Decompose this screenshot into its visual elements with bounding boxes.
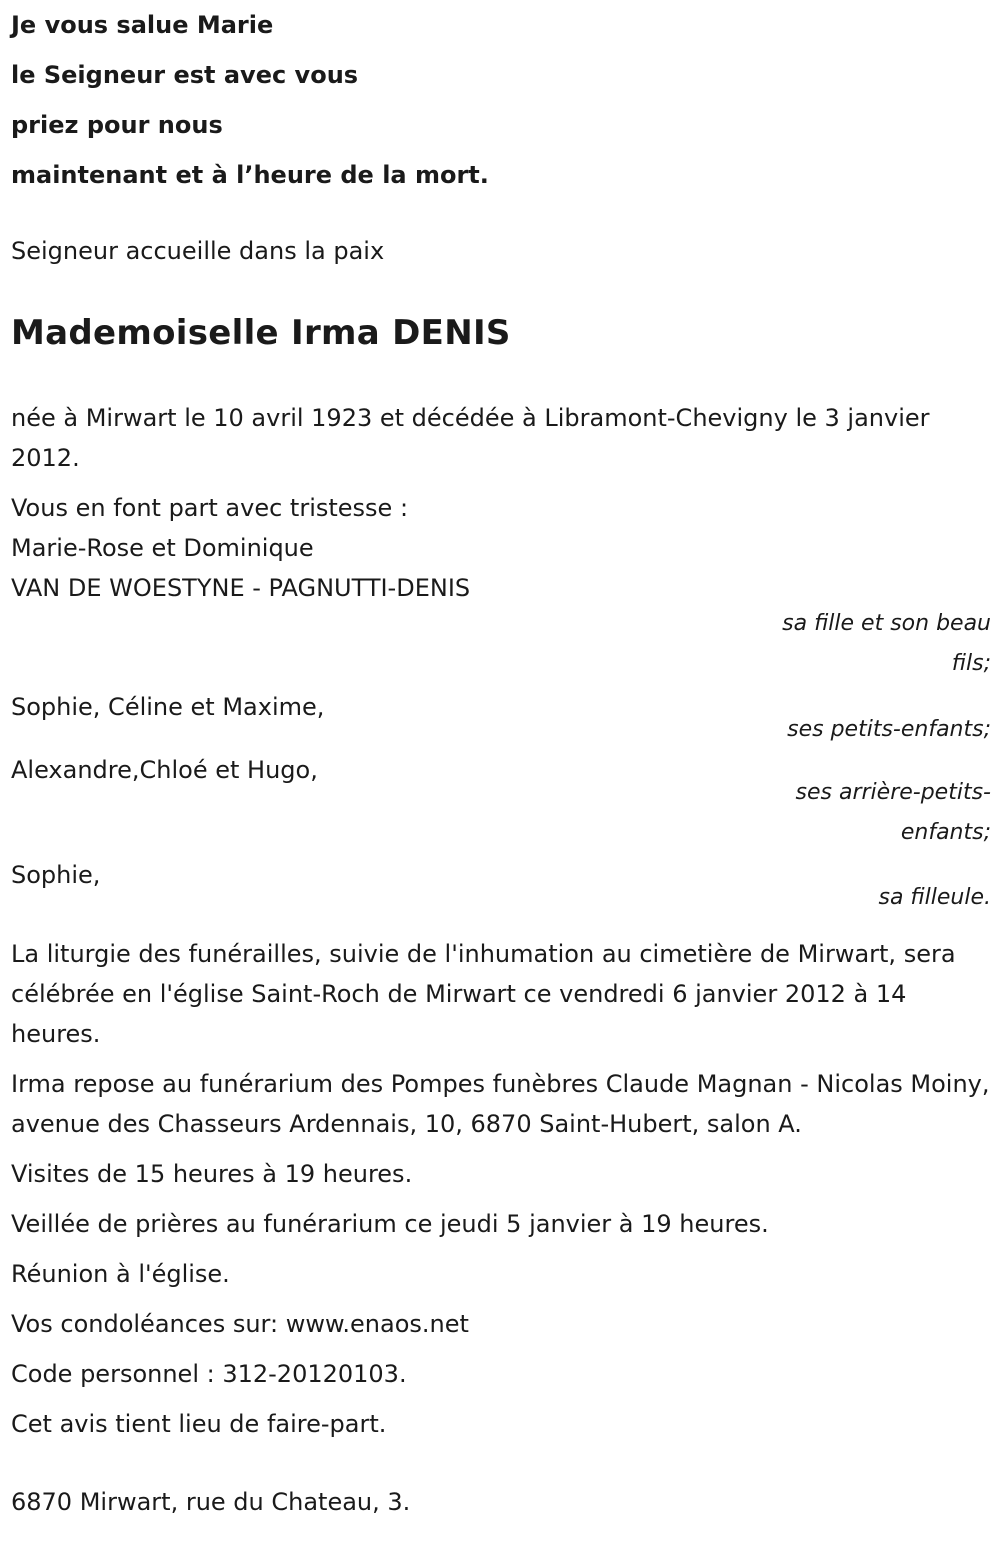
address-text: 6870 Mirwart, rue du Chateau, 3. [11,1488,411,1516]
announce-line-1: Vous en font part avec tristesse : [11,494,409,522]
prayer-line-4: maintenant et à l’heure de la mort. [11,161,489,189]
notice-text: Cet avis tient lieu de faire-part. [11,1410,387,1438]
obituary-notice [11,0,991,1522]
funeral-text: La liturgie des funérailles, suivie de l'inhumation au cimetière de Mirwart, sera célébrée en l'église Saint-Roch de Mirwart ce vendredi 6 janvier 2012 à 14 heures. [11,940,956,1048]
relation-label: sa fille et son beau fils; [782,611,991,676]
intro-text: Seigneur accueille dans la paix [11,237,385,265]
birth-death-text: née à Mirwart le 10 avril 1923 et décédée à Libramont-Chevigny le 3 janvier 2012. [11,404,930,472]
announce-block [11,488,991,608]
prayer-line-1: Je vous salue Marie [11,11,274,39]
vigil-text: Veillée de prières au funérarium ce jeudi 5 janvier à 19 heures. [11,1210,769,1238]
announce-line-2: Marie-Rose et Dominique [11,534,314,562]
family-row-4 [11,855,991,918]
family-row-1 [11,604,991,684]
relation-label: ses arrière-petits-enfants; [795,780,991,845]
announce-line-3: VAN DE WOESTYNE - PAGNUTTI-DENIS [11,574,471,602]
relation-label: ses petits-enfants; [787,717,991,742]
prayer-block [11,0,991,200]
family-names: Alexandre,Chloé et Hugo, [11,756,318,784]
family-row-3 [11,750,991,853]
funerarium-text: Irma repose au funérarium des Pompes funèbres Claude Magnan - Nicolas Moiny, avenue des Chasseurs Ardennais, 10, 6870 Saint-Hubert, salon A. [11,1070,990,1138]
prayer-line-3: priez pour nous [11,111,223,139]
visits-text: Visites de 15 heures à 19 heures. [11,1160,413,1188]
prayer-line-2: le Seigneur est avec vous [11,61,359,89]
family-row-2 [11,687,991,750]
family-names: Sophie, [11,861,101,889]
family-names: Sophie, Céline et Maxime, [11,693,325,721]
relation-label: sa filleule. [878,885,991,910]
deceased-name: Mademoiselle Irma DENIS [11,313,511,353]
meeting-text: Réunion à l'église. [11,1260,230,1288]
condolences-text: Vos condoléances sur: www.enaos.net [11,1310,469,1338]
personal-code-text: Code personnel : 312-20120103. [11,1360,407,1388]
